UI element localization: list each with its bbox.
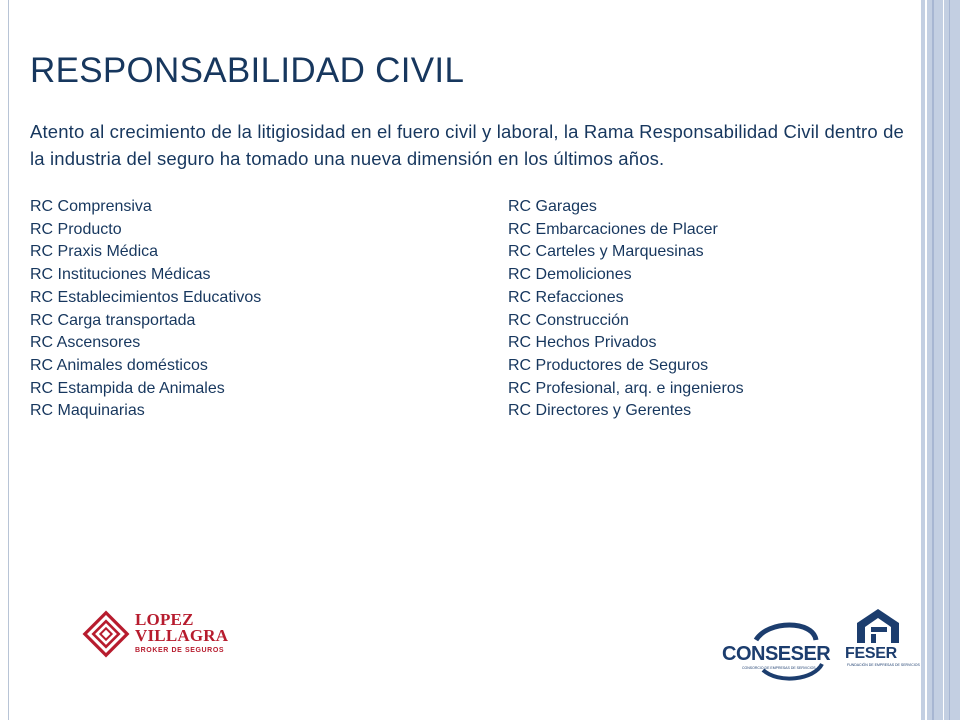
list-item: RC Carga transportada	[30, 311, 196, 329]
feser-name: FESER	[845, 645, 897, 662]
slide-title: RESPONSABILIDAD CIVIL	[30, 51, 465, 90]
list-item: RC Instituciones Médicas	[30, 266, 211, 284]
list-item: RC Productores de Seguros	[508, 356, 709, 374]
conseser-logo	[718, 618, 838, 686]
intro-paragraph: Atento al crecimiento de la litigiosidad en el fuero civil y laboral, la Rama Responsabilidad Civil dentro de la industria del seguro ha tomado una nueva dimensión en los últimos años.	[30, 121, 904, 169]
left-border-rule	[8, 0, 9, 720]
right-decorative-band	[918, 0, 960, 720]
logo-line-2: VILLAGRA	[135, 626, 229, 645]
list-item: RC Construcción	[508, 311, 629, 329]
feser-tagline: FUNDACIÓN DE EMPRESAS DE SERVICIOS	[847, 663, 920, 667]
list-item: RC Producto	[30, 220, 122, 238]
coverage-list-left	[30, 196, 261, 423]
list-item: RC Hechos Privados	[508, 334, 657, 352]
list-item: RC Embarcaciones de Placer	[508, 220, 718, 238]
diamond-mark-icon	[81, 609, 131, 659]
lopez-villagra-logo	[81, 609, 241, 659]
coverage-list-right	[508, 196, 744, 423]
list-item: RC Praxis Médica	[30, 243, 159, 261]
list-item: RC Demoliciones	[508, 266, 632, 284]
conseser-name: CONSESER	[722, 643, 831, 665]
list-item: RC Garages	[508, 198, 597, 215]
list-item: RC Estampida de Animales	[30, 379, 225, 397]
list-item: RC Profesional, arq. e ingenieros	[508, 379, 744, 397]
feser-emblem-icon	[843, 605, 913, 647]
list-item: RC Establecimientos Educativos	[30, 288, 262, 306]
list-item: RC Ascensores	[30, 334, 141, 352]
list-item: RC Directores y Gerentes	[508, 402, 692, 420]
conseser-tagline: CONSORCIO DE EMPRESAS DE SERVICIOS	[742, 666, 816, 670]
list-item: RC Animales domésticos	[30, 356, 208, 374]
logo-line-1: LOPEZ	[135, 610, 194, 629]
feser-logo	[843, 605, 920, 675]
list-item: RC Maquinarias	[30, 402, 145, 420]
list-item: RC Comprensiva	[30, 198, 152, 215]
logo-tagline: BROKER DE SEGUROS	[135, 647, 225, 654]
list-item: RC Refacciones	[508, 288, 624, 306]
list-item: RC Carteles y Marquesinas	[508, 243, 704, 261]
